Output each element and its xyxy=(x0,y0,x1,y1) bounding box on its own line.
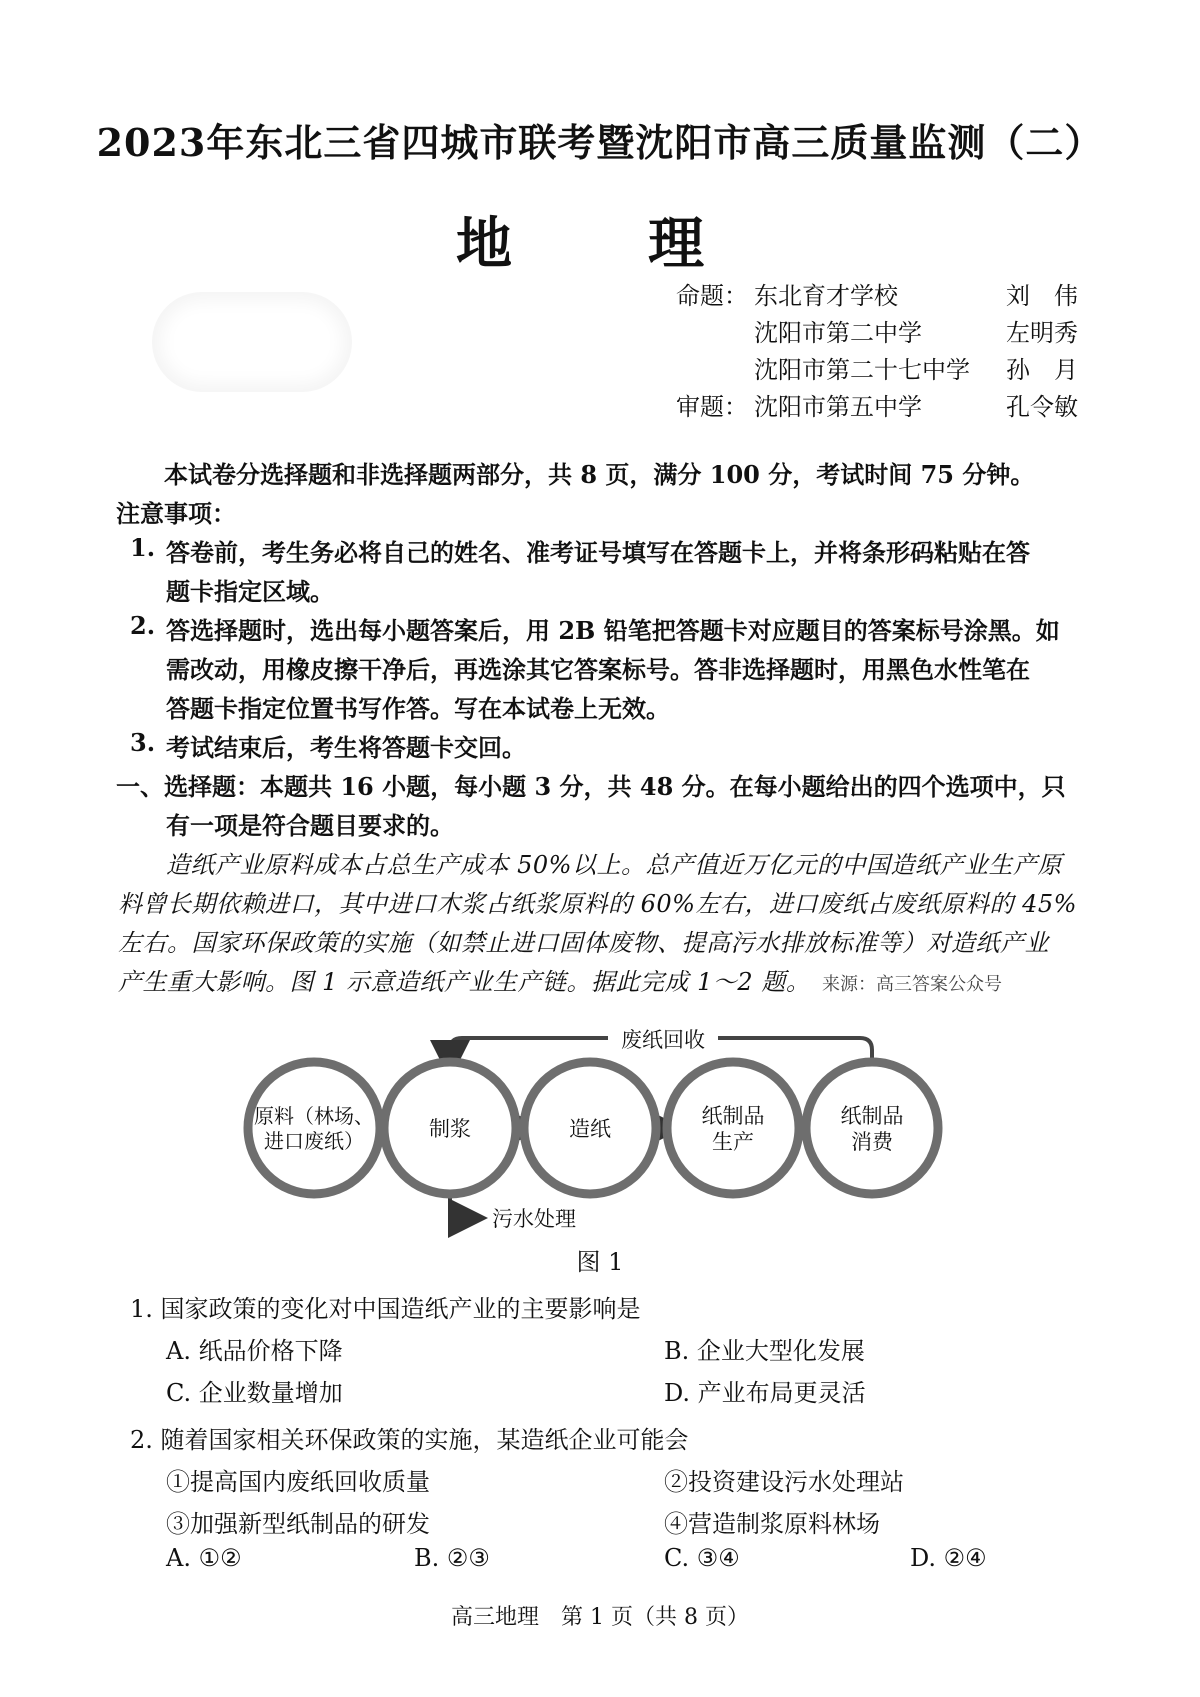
q2-statement-3: ③加强新型纸制品的研发 xyxy=(166,1510,430,1538)
node-label: 生产 xyxy=(712,1130,754,1154)
redacted-area xyxy=(152,292,352,392)
q2-statement-1: ①提高国内废纸回收质量 xyxy=(166,1468,430,1496)
sewage-label: 污水处理 xyxy=(492,1207,576,1231)
note-line: 答卷前，考生务必将自己的姓名、准考证号填写在答题卡上，并将条形码粘贴在答 xyxy=(166,538,1030,567)
passage-line: 造纸产业原料成本占总生产成本 50%以上。总产值近万亿元的中国造纸产业生产原 xyxy=(166,851,1062,879)
question-1-stem: 1. 国家政策的变化对中国造纸产业的主要影响是 xyxy=(130,1295,641,1323)
credit-school: 东北育才学校 xyxy=(754,282,898,310)
node-label: 消费 xyxy=(851,1130,893,1154)
node-label: 造纸 xyxy=(569,1117,611,1141)
q1-option-c: C. 企业数量增加 xyxy=(166,1379,343,1407)
recycle-label: 废纸回收 xyxy=(621,1028,705,1052)
notes-heading: 注意事项： xyxy=(116,499,236,528)
note-line: 答题卡指定位置书写作答。写在本试卷上无效。 xyxy=(166,694,670,723)
proposition-label: 命题： xyxy=(676,282,748,310)
intro-text: 本试卷分选择题和非选择题两部分，共 8 页，满分 100 分，考试时间 75 分钟。 xyxy=(164,460,1035,489)
q2-statement-2: ②投资建设污水处理站 xyxy=(664,1468,904,1496)
passage-line: 料曾长期依赖进口，其中进口木浆占纸浆原料的 60%左右，进口废纸占废纸原料的 45% xyxy=(118,890,1077,918)
note-line: 需改动，用橡皮擦干净后，再选涂其它答案标号。答非选择题时，用黑色水性笔在 xyxy=(166,655,1030,684)
production-chain-figure xyxy=(0,1010,1200,1240)
note-number: 3. xyxy=(130,728,156,757)
page-footer: 高三地理 第 1 页（共 8 页） xyxy=(451,1605,749,1630)
q2-statement-4: ④营造制浆原料林场 xyxy=(664,1510,880,1538)
node-product-consumption xyxy=(806,1062,938,1194)
credit-school: 沈阳市第二中学 xyxy=(754,319,922,347)
credit-school: 沈阳市第二十七中学 xyxy=(754,356,970,384)
credit-name: 孔令敏 xyxy=(1006,393,1078,421)
passage-line: 产生重大影响。图 1 示意造纸产业生产链。据此完成 1～2 题。 xyxy=(118,968,811,996)
note-line: 题卡指定区域。 xyxy=(166,577,334,606)
note-number: 2. xyxy=(130,611,156,640)
node-label: 原料（林场、 xyxy=(254,1104,374,1128)
node-label: 进口废纸） xyxy=(264,1129,364,1153)
q1-option-d: D. 产业布局更灵活 xyxy=(664,1379,866,1407)
passage-line: 左右。国家环保政策的实施（如禁止进口固体废物、提高污水排放标准等）对造纸产业 xyxy=(118,929,1049,957)
note-line: 考试结束后，考生将答题卡交回。 xyxy=(166,733,526,762)
credit-school: 沈阳市第五中学 xyxy=(754,393,922,421)
credit-name: 左明秀 xyxy=(1006,319,1078,347)
note-line: 答选择题时，选出每小题答案后，用 2B 铅笔把答题卡对应题目的答案标号涂黑。如 xyxy=(166,616,1060,645)
q2-option-a: A. ①② xyxy=(166,1544,242,1572)
note-number: 1. xyxy=(130,533,156,562)
node-label: 制浆 xyxy=(429,1117,471,1141)
node-product-production xyxy=(667,1062,799,1194)
section-heading: 一、选择题：本题共 16 小题，每小题 3 分，共 48 分。在每小题给出的四个选项中，只 xyxy=(116,772,1066,801)
node-pulping xyxy=(384,1062,516,1194)
node-raw-material xyxy=(248,1062,380,1194)
q2-option-d: D. ②④ xyxy=(910,1544,987,1572)
review-label: 审题： xyxy=(676,393,748,421)
node-label: 纸制品 xyxy=(840,1104,904,1128)
credit-name: 孙 月 xyxy=(1006,356,1078,384)
source-watermark: 来源：高三答案公众号 xyxy=(822,974,1002,995)
subject-title: 地 理 xyxy=(456,211,744,277)
q1-option-b: B. 企业大型化发展 xyxy=(664,1337,865,1365)
section-heading-cont: 有一项是符合题目要求的。 xyxy=(166,811,454,840)
node-papermaking xyxy=(524,1062,656,1194)
q2-option-c: C. ③④ xyxy=(664,1544,740,1572)
q1-option-a: A. 纸品价格下降 xyxy=(166,1337,343,1365)
question-2-stem: 2. 随着国家相关环保政策的实施，某造纸企业可能会 xyxy=(130,1426,689,1454)
node-label: 纸制品 xyxy=(701,1104,765,1128)
credit-name: 刘 伟 xyxy=(1006,282,1078,310)
q2-option-b: B. ②③ xyxy=(414,1544,490,1572)
exam-title: 2023年东北三省四城市联考暨沈阳市高三质量监测（二） xyxy=(96,120,1104,165)
figure-caption: 图 1 xyxy=(576,1248,624,1276)
